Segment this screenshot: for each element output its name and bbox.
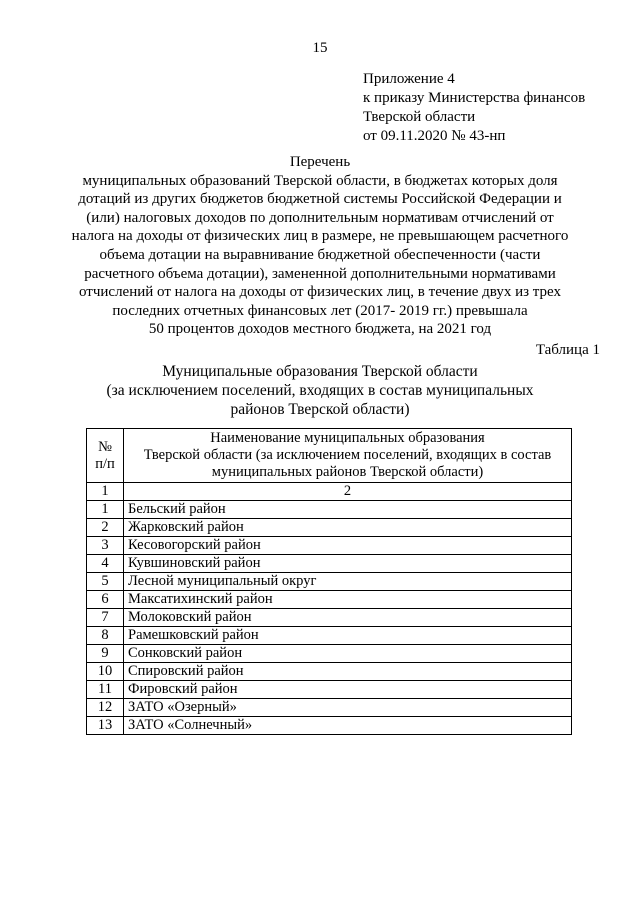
header-name-line: Наименование муниципальных образования — [210, 430, 485, 446]
appendix-block — [363, 70, 585, 146]
row-number: 11 — [87, 681, 124, 699]
row-region-name: Кувшиновский район — [124, 555, 572, 573]
document-heading — [60, 153, 580, 339]
column-index-row — [87, 483, 572, 501]
table-caption-line: Муниципальные образования Тверской области — [162, 363, 478, 380]
row-region-name: Лесной муниципальный округ — [124, 573, 572, 591]
header-number: № п/п — [87, 429, 124, 483]
row-region-name: Максатихинский район — [124, 591, 572, 609]
table-row — [87, 519, 572, 537]
column-index: 2 — [124, 483, 572, 501]
row-region-name: Кесовогорский район — [124, 537, 572, 555]
table-caption-line: районов Тверской области) — [230, 401, 410, 418]
heading-line: 50 процентов доходов местного бюджета, на 2021 год — [148, 321, 492, 338]
table-row — [87, 573, 572, 591]
table-row — [87, 555, 572, 573]
table-row — [87, 699, 572, 717]
row-region-name: Бельский район — [124, 501, 572, 519]
table-row — [87, 681, 572, 699]
row-number: 3 — [87, 537, 124, 555]
row-number: 10 — [87, 663, 124, 681]
row-number: 12 — [87, 699, 124, 717]
heading-line: дотаций из других бюджетов бюджетной системы Российской Федерации и — [78, 191, 562, 208]
appendix-order-date-number: от 09.11.2020 № 43-нп — [363, 128, 506, 144]
appendix-line: Тверской области — [363, 109, 476, 125]
row-region-name: Сонковский район — [124, 645, 572, 663]
row-number: 1 — [87, 501, 124, 519]
header-name-line: Тверской области (за исключением поселений, входящих в состав — [143, 447, 552, 463]
appendix-line: Приложение 4 — [363, 71, 455, 87]
table-row — [87, 627, 572, 645]
appendix-line: к приказу Министерства финансов — [363, 90, 586, 106]
row-number: 8 — [87, 627, 124, 645]
row-region-name: Рамешковский район — [124, 627, 572, 645]
row-number: 2 — [87, 519, 124, 537]
row-number: 4 — [87, 555, 124, 573]
table-row — [87, 537, 572, 555]
header-name — [124, 429, 572, 483]
page-number: 15 — [312, 40, 328, 56]
table-row — [87, 609, 572, 627]
heading-line: отчислений от налога на доходы от физических лиц, в течение двух из трех — [78, 284, 561, 301]
table-body — [87, 483, 572, 735]
document-title: Перечень — [289, 154, 351, 170]
table-caption — [90, 362, 550, 419]
heading-line: последних отчетных финансовых лет (2017- 2019 гг.) превышала — [112, 302, 528, 319]
heading-line: муниципальных образований Тверской области, в бюджетах которых доля — [82, 172, 558, 189]
row-region-name: Спировский район — [124, 663, 572, 681]
row-region-name: ЗАТО «Озерный» — [124, 699, 572, 717]
row-region-name: Фировский район — [124, 681, 572, 699]
row-region-name: Молоковский район — [124, 609, 572, 627]
table-header-row — [87, 429, 572, 483]
table-label: Таблица 1 — [535, 342, 600, 358]
table-row — [87, 645, 572, 663]
heading-line: налога на доходы от физических лиц в размере, не превышающем расчетного — [71, 228, 569, 245]
regions-table — [86, 428, 572, 735]
row-region-name: Жарковский район — [124, 519, 572, 537]
table-row — [87, 591, 572, 609]
row-region-name: ЗАТО «Солнечный» — [124, 717, 572, 735]
heading-line: расчетного объема дотации), замененной дополнительными нормативами — [84, 265, 556, 282]
column-index: 1 — [87, 483, 124, 501]
table-row — [87, 501, 572, 519]
heading-line: объема дотации на выравнивание бюджетной обеспеченности (части — [99, 246, 541, 263]
row-number: 7 — [87, 609, 124, 627]
row-number: 6 — [87, 591, 124, 609]
row-number: 13 — [87, 717, 124, 735]
table-row — [87, 663, 572, 681]
row-number: 9 — [87, 645, 124, 663]
table-row — [87, 717, 572, 735]
row-number: 5 — [87, 573, 124, 591]
table-caption-line: (за исключением поселений, входящих в состав муниципальных — [106, 382, 534, 399]
heading-line: (или) налоговых доходов по дополнительным нормативам отчислений от — [86, 209, 554, 226]
header-name-line: муниципальных районов Тверской области) — [211, 464, 484, 480]
